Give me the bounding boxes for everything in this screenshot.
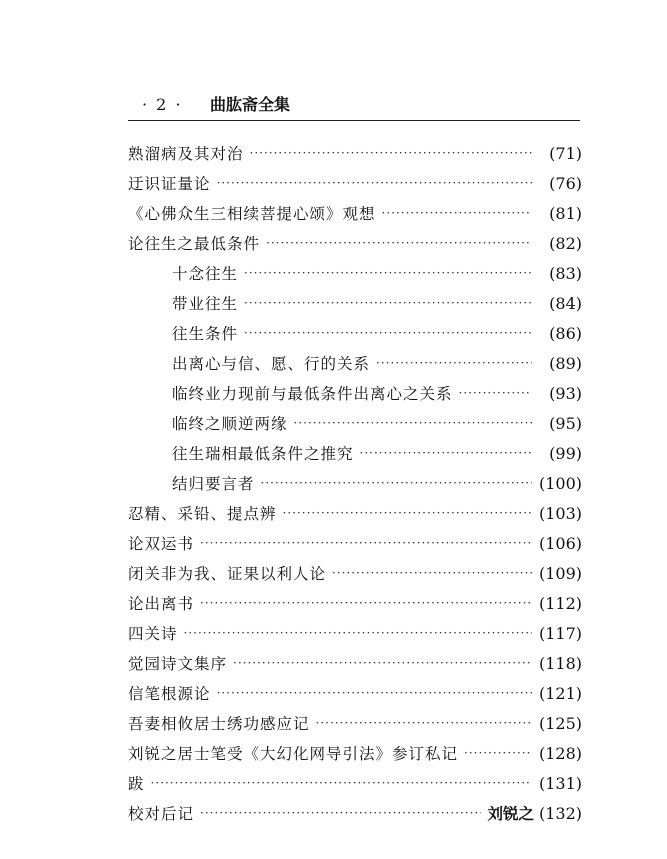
toc-entry-page: (131) (538, 773, 582, 793)
toc-entry-title: 临终之顺逆两缘 (172, 415, 288, 433)
toc-entry-page: (106) (538, 533, 582, 553)
toc-entry-page: (84) (549, 293, 582, 313)
dot-leader (200, 806, 481, 820)
toc-entry (128, 138, 582, 168)
dot-leader (200, 596, 532, 610)
running-header (128, 92, 578, 118)
toc-entry-page: (93) (549, 383, 582, 403)
dot-leader (184, 626, 532, 640)
toc-entry-page: (128) (538, 743, 582, 763)
toc-entry (128, 408, 582, 438)
dot-leader (217, 686, 532, 700)
toc-entry-title: 《心佛众生三相续菩提心颂》观想 (128, 205, 376, 223)
toc-entry-author: 刘锐之 (487, 804, 534, 823)
toc-entry-title: 迂识证量论 (128, 175, 211, 193)
toc-entry-page: (89) (549, 353, 582, 373)
toc-entry (128, 618, 582, 648)
dot-leader (244, 296, 532, 310)
dot-leader (464, 746, 532, 760)
dot-leader (316, 716, 532, 730)
toc-entry (128, 348, 582, 378)
toc-entry-title: 信笔根源论 (128, 685, 211, 703)
toc-entry-title: 闭关非为我、证果以利人论 (128, 565, 327, 583)
toc-entry (128, 738, 582, 768)
dot-leader (360, 446, 532, 460)
toc-entry (128, 288, 582, 318)
book-title: 曲肱斋全集 (210, 95, 291, 114)
toc-entry-title: 熟溜病及其对治 (128, 145, 244, 163)
toc-entry (128, 438, 582, 468)
toc-entry (128, 198, 582, 228)
toc-entry (128, 768, 582, 798)
toc-entry-page: (100) (538, 473, 582, 493)
dot-leader (200, 536, 532, 550)
dot-leader (459, 386, 532, 400)
toc-entry (128, 558, 582, 588)
toc-entry-title: 四关诗 (128, 625, 178, 643)
toc-entry-title: 往生条件 (172, 325, 239, 343)
toc-entry-title: 觉园诗文集序 (128, 655, 228, 673)
toc-entry (128, 798, 582, 828)
toc-entry-page: (112) (538, 593, 582, 613)
dot-leader (233, 656, 532, 670)
toc-entry (128, 648, 582, 678)
toc-entry (128, 528, 582, 558)
toc-entry (128, 318, 582, 348)
toc-entry-page: (82) (549, 233, 582, 253)
header-rule (128, 120, 580, 121)
dot-leader (244, 326, 532, 340)
toc-entry (128, 258, 582, 288)
dot-leader (244, 266, 532, 280)
dot-leader (283, 506, 532, 520)
dot-leader (294, 416, 532, 430)
dot-leader (382, 206, 532, 220)
dot-leader (151, 776, 532, 790)
toc-entry-title: 出离心与信、愿、行的关系 (172, 355, 371, 373)
toc-entry (128, 468, 582, 498)
toc-entry-title: 十念往生 (172, 265, 239, 283)
toc-entry-page: (83) (549, 263, 582, 283)
toc-entry-title: 论往生之最低条件 (128, 235, 261, 253)
toc-entry (128, 588, 582, 618)
toc-entry (128, 498, 582, 528)
toc-entry-page: (95) (549, 413, 582, 433)
toc-entry (128, 168, 582, 198)
page-number: · 2 · (142, 95, 183, 114)
toc-entry-page: (81) (549, 203, 582, 223)
toc-entry-title: 论出离书 (128, 595, 195, 613)
dot-leader (332, 566, 532, 580)
dot-leader (217, 176, 532, 190)
toc-entry-title: 刘锐之居士笔受《大幻化网导引法》参订私记 (128, 745, 459, 763)
toc-entry-page: (86) (549, 323, 582, 343)
dot-leader (266, 236, 532, 250)
toc-entry (128, 678, 582, 708)
toc-entry-title: 吾妻相攸居士绣功感应记 (128, 715, 310, 733)
toc-entry (128, 228, 582, 258)
toc-entry-title: 带业往生 (172, 295, 239, 313)
toc-entry-title: 跋 (128, 775, 145, 793)
toc-entry-title: 校对后记 (128, 805, 195, 823)
toc-entry-page: (109) (538, 563, 582, 583)
toc-entry (128, 378, 582, 408)
toc-entry-page: (76) (549, 173, 582, 193)
dot-leader (261, 476, 532, 490)
dot-leader (376, 356, 532, 370)
table-of-contents (128, 138, 582, 828)
dot-leader (250, 146, 532, 160)
toc-entry-page: (121) (538, 683, 582, 703)
toc-entry (128, 708, 582, 738)
toc-entry-title: 结归要言者 (172, 475, 255, 493)
toc-entry-page: (118) (538, 653, 582, 673)
toc-entry-page: (103) (538, 503, 582, 523)
toc-entry-title: 论双运书 (128, 535, 195, 553)
toc-entry-title: 临终业力现前与最低条件出离心之关系 (172, 385, 453, 403)
toc-entry-page: (71) (549, 143, 582, 163)
toc-entry-page: (99) (549, 443, 582, 463)
toc-entry-title: 往生瑞相最低条件之推究 (172, 445, 354, 463)
toc-entry-title: 忍精、采铅、提点辨 (128, 505, 277, 523)
toc-entry-page: (117) (538, 623, 582, 643)
toc-entry-page: (132) (538, 803, 582, 823)
toc-entry-page: (125) (538, 713, 582, 733)
